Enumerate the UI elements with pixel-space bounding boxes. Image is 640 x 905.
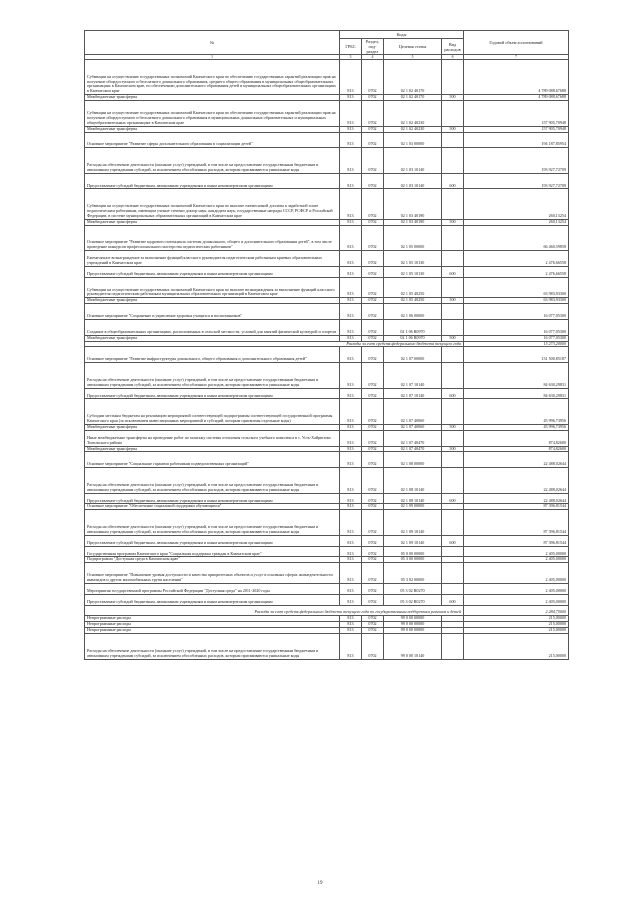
header-col-no: №: [85, 31, 340, 55]
cell-expense-type: [442, 148, 464, 174]
table-row: [85, 399, 569, 425]
table-row: [85, 594, 569, 605]
cell-grbs: 813: [340, 298, 362, 304]
table-row: [85, 60, 569, 95]
cell-name: Основное мероприятие "Обеспечение социальной поддержки обучающихся": [85, 504, 340, 510]
cell-grbs: 813: [340, 399, 362, 425]
col-num-5: 6: [442, 55, 464, 60]
cell-name: Предоставление субсидий бюджетным, автономным учреждениям и иным некоммерческим организациям: [85, 535, 340, 546]
note-sum: 2 284,75000: [464, 605, 569, 616]
cell-rz: 0702: [362, 95, 384, 101]
cell-name: Основное мероприятие "Повышение уровня доступности и качества приоритетных объектов и услуг в основных сферах жизнедеятельности инвалидов и других маломобильных групп населения": [85, 563, 340, 584]
cell-target-article: 02 1 03 00000: [384, 132, 442, 148]
cell-grbs: 813: [340, 628, 362, 634]
cell-target-article: 02 1 07 40470: [384, 430, 442, 446]
cell-rz: 0702: [362, 583, 384, 594]
cell-grbs: 813: [340, 363, 362, 389]
cell-target-article: 02 1 02 40170: [384, 95, 442, 101]
cell-target-article: 99 0 00 00000: [384, 628, 442, 634]
budget-table-page: [84, 30, 568, 660]
page-number: 19: [317, 881, 323, 886]
cell-target-article: 05 0 00 00000: [384, 546, 442, 557]
cell-expense-type: 500: [442, 126, 464, 132]
cell-sum: 2 476,66558: [464, 251, 569, 267]
cell-target-article: 02 1 03 10140: [384, 148, 442, 174]
cell-rz: 0702: [362, 452, 384, 468]
cell-sum: 2 405,00000: [464, 563, 569, 584]
cell-name: Субвенции на осуществление государственных полномочий Камчатского края по обеспечению государственных гарантий реализации прав на получение общедоступного и бесплатного дошкольного образования в муниципальных дошкольных образовательных и муниципальных общеобразовательных организациях в Камчатском крае: [85, 101, 340, 127]
table-row: [85, 266, 569, 277]
cell-target-article: 05 3 02 R0270: [384, 594, 442, 605]
table-row: [85, 363, 569, 389]
cell-name: Расходы на обеспечение деятельности (оказание услуг) учреждений, в том числе на предоставление государственным бюджетным и автономным учреждениям субсидий, за исключением обособленных расходов, которым присваиваются уникальные коды: [85, 634, 340, 660]
cell-expense-type: [442, 583, 464, 594]
cell-sum: 157 905,70948: [464, 101, 569, 127]
col-num-6: 7: [464, 55, 569, 60]
cell-grbs: 813: [340, 173, 362, 189]
cell-grbs: 813: [340, 101, 362, 127]
cell-grbs: 813: [340, 132, 362, 148]
cell-sum: 215,00000: [464, 622, 569, 628]
header-grbs: ГРБС: [340, 39, 362, 55]
cell-rz: 0702: [362, 101, 384, 127]
cell-sum: 16 077,05300: [464, 304, 569, 320]
cell-name: Предоставление субсидий бюджетным, автономным учреждениям и иным некоммерческим организациям: [85, 266, 340, 277]
cell-target-article: 02 1 05 00000: [384, 225, 442, 251]
cell-name: Иные межбюджетные трансферты на проведение работ по монтажу системы отопления сельского учебного комплекса в с. Усть-Хайрюзово Тигильского района: [85, 430, 340, 446]
table-row: [85, 510, 569, 536]
cell-rz: 0702: [362, 535, 384, 546]
table-row: [85, 304, 569, 320]
cell-sum: 215,00000: [464, 616, 569, 622]
cell-grbs: 813: [340, 60, 362, 95]
cell-rz: 0702: [362, 189, 384, 219]
cell-expense-type: [442, 399, 464, 425]
cell-name: Субвенции на осуществление государственных полномочий Камчатского края по выплате вознаграждения за выполнение функций классного руководителя педагогическим работникам муниципальных образовательных организаций в Камчатском крае: [85, 277, 340, 298]
cell-expense-type: [442, 60, 464, 95]
cell-grbs: 813: [340, 594, 362, 605]
cell-target-article: 02 1 07 10140: [384, 363, 442, 389]
cell-sum: 215,00000: [464, 634, 569, 660]
table-row: [85, 563, 569, 584]
cell-rz: 0702: [362, 634, 384, 660]
cell-name: Создание в общеобразовательных организациях, расположенных в сельской местности, условий для занятий физической культурой и спортом: [85, 319, 340, 335]
cell-target-article: 02 1 09 10140: [384, 535, 442, 546]
cell-target-article: 02 1 05 40250: [384, 277, 442, 298]
cell-name: Предоставление субсидий бюджетным, автономным учреждениям и иным некоммерческим организациям: [85, 493, 340, 504]
cell-rz: 0702: [362, 622, 384, 628]
cell-target-article: 99 0 00 00000: [384, 616, 442, 622]
cell-grbs: 813: [340, 319, 362, 335]
cell-name: Расходы на обеспечение деятельности (оказание услуг) учреждений, в том числе на предоставление государственным бюджетным и автономным учреждениям субсидий, за исключением обособленных расходов, которым присваиваются уникальные коды: [85, 363, 340, 389]
cell-target-article: 02 1 07 00000: [384, 347, 442, 363]
cell-rz: 0702: [362, 298, 384, 304]
cell-grbs: 813: [340, 622, 362, 628]
cell-name: Ежемесячное вознаграждение за выполнение функций классного руководителя педагогическим работникам краевых образовательных учреждений в Камчатском крае: [85, 251, 340, 267]
cell-grbs: 813: [340, 546, 362, 557]
cell-target-article: 02 1 07 40060: [384, 399, 442, 425]
cell-sum: 2 405,00000: [464, 546, 569, 557]
cell-rz: 0702: [362, 616, 384, 622]
cell-name: Субвенции на осуществление государственных полномочий Камчатского края по выплате ежемесячной доплаты к заработной плате педагогическим работникам, имеющим ученые степени доктор наук, кандидата наук, государственные награды СССР, РСФСР и Российской Федерации, в системе муниципальных образовательных организаций в Камчатском крае: [85, 189, 340, 219]
table-row: [85, 251, 569, 267]
cell-target-article: 02 1 09 00000: [384, 504, 442, 510]
cell-sum: 84 630,29831: [464, 363, 569, 389]
header-rz: Раздел, под-раздел: [362, 39, 384, 55]
cell-rz: 0702: [362, 468, 384, 494]
cell-name: Основное мероприятие "Развитие сферы дополнительного образования в социализации детей": [85, 132, 340, 148]
cell-target-article: 02 1 08 00000: [384, 452, 442, 468]
cell-name: Расходы на обеспечение деятельности (оказание услуг) учреждений, в том числе на предоставление государственным бюджетным и автономным учреждениям субсидий, за исключением обособленных расходов, которым присваиваются уникальные коды: [85, 148, 340, 174]
cell-target-article: 05 3 00 00000: [384, 557, 442, 563]
cell-grbs: 813: [340, 493, 362, 504]
cell-expense-type: [442, 304, 464, 320]
cell-rz: 0702: [362, 557, 384, 563]
cell-target-article: 02 1 03 10140: [384, 173, 442, 189]
table-row: [85, 319, 569, 335]
cell-target-article: 99 0 00 00000: [384, 622, 442, 628]
cell-expense-type: [442, 430, 464, 446]
cell-rz: 0702: [362, 594, 384, 605]
cell-expense-type: [442, 563, 464, 584]
cell-target-article: 02 1 02 40170: [384, 60, 442, 95]
cell-grbs: 813: [340, 251, 362, 267]
cell-sum: 2 405,00000: [464, 557, 569, 563]
cell-name: Предоставление субсидий бюджетным, автономным учреждениям и иным некоммерческим организациям: [85, 173, 340, 189]
cell-grbs: 813: [340, 583, 362, 594]
cell-name: Непрограммные расходы: [85, 622, 340, 628]
cell-name: Основное мероприятие "Развитие кадрового потенциала системы дошкольного, общего и дополнительного образования детей", в том числе проведение конкурсов профессионального мастерства педагогических работников": [85, 225, 340, 251]
cell-grbs: 813: [340, 388, 362, 399]
cell-sum: 63 983,93300: [464, 298, 569, 304]
cell-grbs: 813: [340, 189, 362, 219]
cell-expense-type: [442, 189, 464, 219]
col-num-3: 4: [362, 55, 384, 60]
cell-target-article: 02 1 06 00000: [384, 304, 442, 320]
cell-name: Основное мероприятие "Сохранение и укрепление здоровья учащихся и воспитанников": [85, 304, 340, 320]
cell-rz: 0702: [362, 563, 384, 584]
cell-expense-type: 500: [442, 424, 464, 430]
cell-rz: 0702: [362, 399, 384, 425]
cell-expense-type: [442, 634, 464, 660]
table-row: [85, 634, 569, 660]
cell-rz: 0702: [362, 266, 384, 277]
cell-rz: 0702: [362, 304, 384, 320]
cell-name: Расходы на обеспечение деятельности (оказание услуг) учреждений, в том числе на предоставление государственным бюджетным и автономным учреждениям субсидий, за исключением обособленных расходов, которым присваиваются уникальные коды: [85, 510, 340, 536]
cell-name: Непрограммные расходы: [85, 616, 340, 622]
cell-name: Субвенции на осуществление государственных полномочий Камчатского края по обеспечению государственных гарантий реализации прав на получение общедоступного и бесплатного дошкольного образования, среднего общего образования в муниципальных общеобразовательных организациях в Камчатском крае, по обеспечению дополнительного образования детей в муниципальных общеобразовательных организациях в Камчатском крае: [85, 60, 340, 95]
table-row: [85, 468, 569, 494]
cell-sum: 2 405,00000: [464, 594, 569, 605]
cell-sum: 45 996,73956: [464, 424, 569, 430]
cell-grbs: 813: [340, 219, 362, 225]
cell-sum: 874,82600: [464, 430, 569, 446]
table-row: [85, 148, 569, 174]
cell-name: Расходы на обеспечение деятельности (оказание услуг) учреждений, в том числе на предоставление государственным бюджетным и автономным учреждениям субсидий, за исключением обособленных расходов, которым присваиваются уникальные коды: [85, 468, 340, 494]
cell-name: Мероприятия государственной программы Российской Федерации "Доступная среда" на 2011-2020 годы: [85, 583, 340, 594]
cell-target-article: 02 1 07 10140: [384, 388, 442, 399]
cell-rz: 0702: [362, 173, 384, 189]
cell-name: Межбюджетные трансферты: [85, 219, 340, 225]
cell-name: Межбюджетные трансферты: [85, 126, 340, 132]
table-row: [85, 452, 569, 468]
cell-grbs: 813: [340, 277, 362, 298]
table-row: [85, 388, 569, 399]
cell-expense-type: 600: [442, 594, 464, 605]
cell-grbs: 813: [340, 430, 362, 446]
table-body: [85, 60, 569, 660]
cell-name: Межбюджетные трансферты: [85, 335, 340, 341]
cell-target-article: 02 1 05 40250: [384, 298, 442, 304]
cell-rz: 0702: [362, 493, 384, 504]
cell-grbs: 813: [340, 347, 362, 363]
cell-expense-type: [442, 546, 464, 557]
cell-sum: 260,13254: [464, 219, 569, 225]
cell-rz: 0702: [362, 335, 384, 341]
table-row: [85, 583, 569, 594]
cell-target-article: 02 1 07 40060: [384, 424, 442, 430]
cell-expense-type: [442, 101, 464, 127]
cell-rz: 0702: [362, 510, 384, 536]
cell-target-article: 02 1 02 40230: [384, 101, 442, 127]
table-row: [85, 535, 569, 546]
cell-rz: 0702: [362, 319, 384, 335]
cell-target-article: 02 1 08 10140: [384, 493, 442, 504]
cell-target-article: 02 1 06 R0970: [384, 335, 442, 341]
cell-target-article: 02 1 03 40190: [384, 189, 442, 219]
cell-sum: 45 996,73956: [464, 399, 569, 425]
table-row: [85, 173, 569, 189]
table-row: [85, 430, 569, 446]
cell-expense-type: 500: [442, 335, 464, 341]
cell-sum: 22 488,02644: [464, 493, 569, 504]
header-vr: Вид расходов: [442, 39, 464, 55]
cell-expense-type: [442, 468, 464, 494]
cell-sum: 87 396,81544: [464, 510, 569, 536]
cell-expense-type: [442, 363, 464, 389]
table-row: [85, 493, 569, 504]
cell-expense-type: [442, 452, 464, 468]
cell-grbs: 813: [340, 225, 362, 251]
cell-rz: 0702: [362, 347, 384, 363]
cell-sum: 84 630,29831: [464, 388, 569, 399]
cell-expense-type: [442, 225, 464, 251]
cell-sum: 16 077,05300: [464, 335, 569, 341]
cell-expense-type: 500: [442, 95, 464, 101]
cell-expense-type: 600: [442, 266, 464, 277]
cell-sum: 22 488,02644: [464, 468, 569, 494]
cell-sum: 22 488,02644: [464, 452, 569, 468]
note-text: Расходы за счет средств федерального бюджета текущего года по государственным поддержкам регионов и детей: [85, 605, 464, 616]
note-text: Расходы за счет средств федерального бюджета текущего года: [85, 341, 464, 347]
cell-grbs: 813: [340, 126, 362, 132]
budget-table: [84, 30, 569, 660]
cell-name: Непрограммные расходы: [85, 628, 340, 634]
table-row: [85, 277, 569, 298]
table-row: [85, 347, 569, 363]
cell-expense-type: 600: [442, 388, 464, 399]
cell-name: Межбюджетные трансферты: [85, 446, 340, 452]
cell-name: Государственная программа Камчатского края "Социальная поддержка граждан в Камчатском крае": [85, 546, 340, 557]
cell-name: Межбюджетные трансферты: [85, 298, 340, 304]
cell-sum: 2 405,00000: [464, 583, 569, 594]
cell-sum: 260,13254: [464, 189, 569, 219]
cell-rz: 0702: [362, 251, 384, 267]
cell-target-article: 02 1 07 40470: [384, 446, 442, 452]
cell-rz: 0702: [362, 60, 384, 95]
cell-grbs: 813: [340, 510, 362, 536]
cell-expense-type: 500: [442, 219, 464, 225]
cell-sum: 4 789 088,67688: [464, 60, 569, 95]
cell-sum: 193 927,72709: [464, 173, 569, 189]
table-row: [85, 101, 569, 127]
cell-expense-type: 500: [442, 446, 464, 452]
note-row: [85, 605, 569, 616]
cell-expense-type: [442, 277, 464, 298]
header-sum: Годовой объем ассигнований: [464, 31, 569, 55]
note-sum: 15 273,20000: [464, 341, 569, 347]
cell-rz: 0702: [362, 132, 384, 148]
cell-sum: 16 077,05300: [464, 319, 569, 335]
cell-expense-type: 500: [442, 298, 464, 304]
cell-grbs: 813: [340, 504, 362, 510]
cell-grbs: 813: [340, 424, 362, 430]
cell-sum: 87 396,81544: [464, 535, 569, 546]
cell-sum: 2 476,66558: [464, 266, 569, 277]
cell-expense-type: [442, 347, 464, 363]
cell-name: Субсидии местным бюджетам на реализацию мероприятий соответствующей подпрограммы соответствующей государственной программы Камчатского края (за исключением инвестиционных мероприятий и субсидий, которым присвоены отдельные коды): [85, 399, 340, 425]
cell-target-article: 02 1 08 10140: [384, 468, 442, 494]
cell-rz: 0702: [362, 546, 384, 557]
cell-target-article: 02 1 02 40230: [384, 126, 442, 132]
cell-grbs: 813: [340, 557, 362, 563]
cell-grbs: 813: [340, 535, 362, 546]
cell-target-article: 02 1 06 R0970: [384, 319, 442, 335]
cell-rz: 0702: [362, 219, 384, 225]
cell-rz: 0702: [362, 126, 384, 132]
cell-grbs: 813: [340, 468, 362, 494]
cell-name: Основное мероприятие "Социальные гарантии работникам подведомственных организаций": [85, 452, 340, 468]
cell-sum: 66 460,59858: [464, 225, 569, 251]
cell-target-article: 02 1 03 40190: [384, 219, 442, 225]
cell-name: Предоставление субсидий бюджетным, автономным учреждениям и иным некоммерческим организациям: [85, 594, 340, 605]
cell-rz: 0702: [362, 277, 384, 298]
col-num-1: 1: [85, 55, 340, 60]
cell-name: Предоставление субсидий бюджетным, автономным учреждениям и иным некоммерческим организациям: [85, 388, 340, 399]
cell-grbs: 813: [340, 452, 362, 468]
cell-expense-type: [442, 510, 464, 536]
cell-target-article: 05 3 02 R0270: [384, 583, 442, 594]
cell-grbs: 813: [340, 335, 362, 341]
cell-grbs: 813: [340, 634, 362, 660]
header-cs: Целевая статья: [384, 39, 442, 55]
cell-rz: 0702: [362, 388, 384, 399]
cell-expense-type: [442, 251, 464, 267]
cell-sum: 63 983,93300: [464, 277, 569, 298]
cell-sum: 131 500,85187: [464, 347, 569, 363]
cell-target-article: 05 3 02 00000: [384, 563, 442, 584]
cell-rz: 0702: [362, 430, 384, 446]
cell-target-article: 02 1 05 10130: [384, 251, 442, 267]
cell-sum: 87 396,81544: [464, 504, 569, 510]
cell-sum: 874,82600: [464, 446, 569, 452]
cell-name: Основное мероприятие "Развитие инфраструктуры дошкольного, общего образования и дополнительного образования детей": [85, 347, 340, 363]
cell-rz: 0702: [362, 628, 384, 634]
cell-expense-type: 600: [442, 493, 464, 504]
cell-rz: 0702: [362, 148, 384, 174]
cell-grbs: 813: [340, 563, 362, 584]
cell-grbs: 813: [340, 95, 362, 101]
header-codes: Коды: [340, 31, 464, 39]
cell-target-article: 02 1 09 10140: [384, 510, 442, 536]
cell-rz: 0702: [362, 363, 384, 389]
cell-name: Межбюджетные трансферты: [85, 95, 340, 101]
table-row: [85, 189, 569, 219]
cell-expense-type: 600: [442, 535, 464, 546]
cell-target-article: 02 1 05 10130: [384, 266, 442, 277]
cell-rz: 0702: [362, 504, 384, 510]
cell-rz: 0702: [362, 446, 384, 452]
cell-grbs: 813: [340, 266, 362, 277]
cell-sum: 4 789 088,67688: [464, 95, 569, 101]
cell-name: Межбюджетные трансферты: [85, 424, 340, 430]
cell-sum: 193 927,72709: [464, 148, 569, 174]
table-row: [85, 132, 569, 148]
table-row: [85, 546, 569, 557]
col-num-4: 5: [384, 55, 442, 60]
cell-expense-type: [442, 132, 464, 148]
cell-sum: 194 187,85954: [464, 132, 569, 148]
table-row: [85, 225, 569, 251]
cell-grbs: 813: [340, 148, 362, 174]
cell-rz: 0702: [362, 424, 384, 430]
table-header: [85, 31, 569, 60]
cell-grbs: 813: [340, 616, 362, 622]
cell-sum: 157 905,70948: [464, 126, 569, 132]
cell-expense-type: 600: [442, 173, 464, 189]
cell-grbs: 813: [340, 304, 362, 320]
cell-rz: 0702: [362, 225, 384, 251]
cell-target-article: 99 0 00 10140: [384, 634, 442, 660]
cell-sum: 215,00000: [464, 628, 569, 634]
cell-name: Подпрограмма "Доступная среда в Камчатском крае": [85, 557, 340, 563]
col-num-2: 3: [340, 55, 362, 60]
cell-grbs: 813: [340, 446, 362, 452]
cell-expense-type: [442, 319, 464, 335]
